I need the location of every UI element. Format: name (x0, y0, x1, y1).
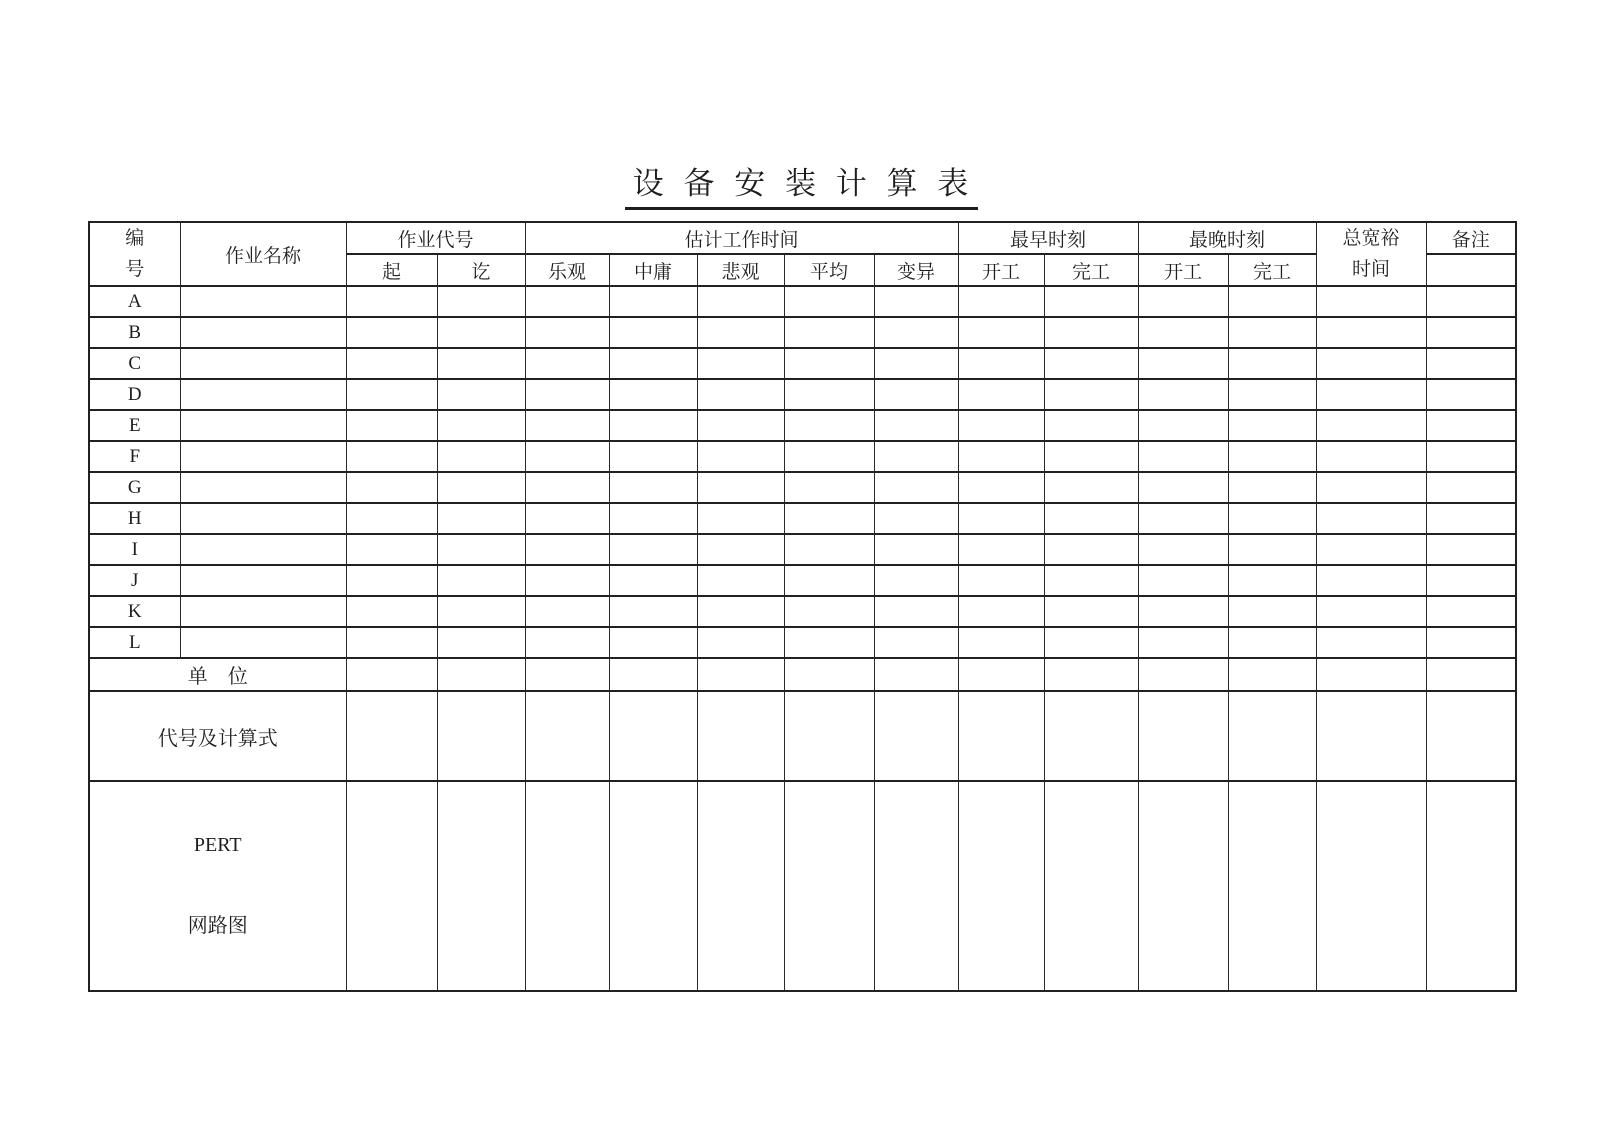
empty-cell (346, 596, 437, 627)
empty-cell (1044, 410, 1138, 441)
empty-cell (437, 658, 525, 691)
empty-cell (1228, 286, 1316, 317)
row-label: B (89, 317, 180, 348)
header-total-slack-line2: 时间 (1352, 259, 1391, 280)
empty-cell (1138, 441, 1228, 472)
table-row (89, 596, 1516, 627)
empty-cell (180, 472, 346, 503)
empty-cell (609, 534, 697, 565)
empty-cell (346, 627, 437, 658)
table-row (89, 472, 1516, 503)
row-label: A (89, 286, 180, 317)
empty-cell (1044, 534, 1138, 565)
empty-cell (1044, 691, 1138, 781)
empty-cell (346, 534, 437, 565)
empty-cell (437, 410, 525, 441)
empty-cell (609, 317, 697, 348)
empty-cell (180, 286, 346, 317)
row-label: G (89, 472, 180, 503)
empty-cell (1044, 472, 1138, 503)
empty-cell (958, 348, 1044, 379)
empty-cell (1044, 503, 1138, 534)
header-col-latest-start: 开工 (1138, 254, 1228, 286)
empty-cell (525, 410, 609, 441)
empty-cell (1228, 534, 1316, 565)
empty-cell (697, 441, 784, 472)
header-remarks-empty-cell (1426, 254, 1516, 286)
empty-cell (1228, 317, 1316, 348)
empty-cell (1316, 317, 1426, 348)
empty-cell (1316, 379, 1426, 410)
empty-cell (874, 379, 958, 410)
header-total-slack-line1: 总宽裕 (1342, 228, 1400, 249)
empty-cell (1426, 472, 1516, 503)
empty-cell (1426, 317, 1516, 348)
empty-cell (874, 627, 958, 658)
row-label: C (89, 348, 180, 379)
pert-network-row (89, 781, 1516, 991)
empty-cell (1426, 596, 1516, 627)
empty-cell (874, 565, 958, 596)
empty-cell (180, 317, 346, 348)
header-row-1 (89, 222, 1516, 254)
empty-cell (609, 691, 697, 781)
empty-cell (697, 691, 784, 781)
empty-cell (958, 472, 1044, 503)
empty-cell (1228, 691, 1316, 781)
empty-cell (609, 379, 697, 410)
empty-cell (1316, 658, 1426, 691)
empty-cell (1426, 658, 1516, 691)
empty-cell (525, 286, 609, 317)
empty-cell (1228, 441, 1316, 472)
empty-cell (180, 565, 346, 596)
empty-cell (1228, 410, 1316, 441)
empty-cell (609, 658, 697, 691)
document-title: 设 备 安 装 计 算 表 (625, 158, 979, 210)
header-group-estimated-work-time: 估计工作时间 (525, 222, 958, 254)
empty-cell (1138, 286, 1228, 317)
empty-cell (437, 596, 525, 627)
empty-cell (1316, 503, 1426, 534)
empty-cell (784, 534, 874, 565)
empty-cell (697, 627, 784, 658)
empty-cell (874, 472, 958, 503)
header-col-pessimistic: 悲观 (697, 254, 784, 286)
header-group-job-code: 作业代号 (346, 222, 525, 254)
row-label: F (89, 441, 180, 472)
empty-cell (958, 441, 1044, 472)
empty-cell (1138, 348, 1228, 379)
empty-cell (1316, 534, 1426, 565)
empty-cell (1138, 317, 1228, 348)
empty-cell (1426, 410, 1516, 441)
header-col-earliest-finish: 完工 (1044, 254, 1138, 286)
empty-cell (437, 534, 525, 565)
row-label: K (89, 596, 180, 627)
empty-cell (1138, 627, 1228, 658)
empty-cell (346, 658, 437, 691)
table-row (89, 503, 1516, 534)
empty-cell (525, 565, 609, 596)
empty-cell (784, 596, 874, 627)
header-col-code-end: 讫 (437, 254, 525, 286)
empty-cell (180, 348, 346, 379)
empty-cell (346, 286, 437, 317)
empty-cell (346, 410, 437, 441)
empty-cell (525, 379, 609, 410)
empty-cell (437, 379, 525, 410)
header-col-total-slack (1316, 222, 1426, 286)
empty-cell (958, 781, 1044, 991)
empty-cell (874, 348, 958, 379)
empty-cell (1228, 565, 1316, 596)
empty-cell (1228, 658, 1316, 691)
table-row (89, 379, 1516, 410)
table-row (89, 348, 1516, 379)
empty-cell (958, 379, 1044, 410)
empty-cell (784, 627, 874, 658)
empty-cell (437, 781, 525, 991)
header-col-latest-finish: 完工 (1228, 254, 1316, 286)
pert-label-line2: 网路图 (187, 915, 248, 937)
empty-cell (525, 691, 609, 781)
table-row (89, 410, 1516, 441)
empty-cell (437, 691, 525, 781)
title-container (88, 158, 1515, 210)
empty-cell (697, 410, 784, 441)
row-label: L (89, 627, 180, 658)
equipment-installation-calculation-table (88, 221, 1517, 992)
empty-cell (525, 781, 609, 991)
empty-cell (1316, 348, 1426, 379)
empty-cell (697, 781, 784, 991)
table-footer (89, 658, 1516, 991)
empty-cell (1138, 410, 1228, 441)
header-group-earliest-time: 最早时刻 (958, 222, 1138, 254)
empty-cell (958, 565, 1044, 596)
empty-cell (784, 286, 874, 317)
empty-cell (525, 348, 609, 379)
empty-cell (525, 472, 609, 503)
empty-cell (1316, 596, 1426, 627)
empty-cell (784, 781, 874, 991)
empty-cell (437, 286, 525, 317)
empty-cell (697, 348, 784, 379)
empty-cell (784, 691, 874, 781)
header-col-average: 平均 (784, 254, 874, 286)
empty-cell (874, 503, 958, 534)
empty-cell (958, 534, 1044, 565)
table-row (89, 627, 1516, 658)
empty-cell (346, 441, 437, 472)
empty-cell (697, 286, 784, 317)
header-col-variance: 变异 (874, 254, 958, 286)
empty-cell (874, 596, 958, 627)
empty-cell (609, 596, 697, 627)
empty-cell (1138, 565, 1228, 596)
empty-cell (525, 441, 609, 472)
empty-cell (1426, 627, 1516, 658)
empty-cell (437, 565, 525, 596)
unit-row (89, 658, 1516, 691)
row-label: I (89, 534, 180, 565)
empty-cell (180, 379, 346, 410)
empty-cell (1426, 441, 1516, 472)
empty-cell (609, 627, 697, 658)
empty-cell (180, 410, 346, 441)
row-label: H (89, 503, 180, 534)
header-col-moderate: 中庸 (609, 254, 697, 286)
empty-cell (1138, 379, 1228, 410)
empty-cell (1044, 596, 1138, 627)
empty-cell (958, 410, 1044, 441)
empty-cell (874, 534, 958, 565)
pert-network-label (89, 781, 346, 991)
empty-cell (1044, 658, 1138, 691)
header-col-earliest-start: 开工 (958, 254, 1044, 286)
empty-cell (180, 503, 346, 534)
empty-cell (1044, 565, 1138, 596)
empty-cell (437, 627, 525, 658)
empty-cell (609, 441, 697, 472)
pert-label-line1: PERT (193, 834, 242, 856)
empty-cell (1426, 503, 1516, 534)
table-row (89, 565, 1516, 596)
empty-cell (784, 472, 874, 503)
empty-cell (958, 286, 1044, 317)
header-col-job-name: 作业名称 (180, 222, 346, 286)
header-col-remarks: 备注 (1426, 222, 1516, 254)
empty-cell (1044, 286, 1138, 317)
empty-cell (784, 503, 874, 534)
empty-cell (346, 781, 437, 991)
empty-cell (437, 348, 525, 379)
empty-cell (1316, 286, 1426, 317)
empty-cell (525, 596, 609, 627)
empty-cell (525, 317, 609, 348)
empty-cell (1316, 781, 1426, 991)
table-row (89, 534, 1516, 565)
empty-cell (609, 410, 697, 441)
empty-cell (697, 658, 784, 691)
empty-cell (346, 472, 437, 503)
empty-cell (609, 472, 697, 503)
empty-cell (1316, 691, 1426, 781)
empty-cell (1228, 472, 1316, 503)
empty-cell (1426, 781, 1516, 991)
empty-cell (437, 317, 525, 348)
header-col-code-start: 起 (346, 254, 437, 286)
empty-cell (1228, 348, 1316, 379)
empty-cell (958, 596, 1044, 627)
empty-cell (784, 410, 874, 441)
empty-cell (874, 410, 958, 441)
empty-cell (874, 781, 958, 991)
unit-label: 单 位 (89, 658, 346, 691)
empty-cell (1138, 472, 1228, 503)
empty-cell (1426, 379, 1516, 410)
header-col-optimistic: 乐观 (525, 254, 609, 286)
empty-cell (697, 565, 784, 596)
empty-cell (697, 596, 784, 627)
empty-cell (525, 503, 609, 534)
empty-cell (1138, 691, 1228, 781)
empty-cell (346, 317, 437, 348)
empty-cell (609, 286, 697, 317)
row-label: J (89, 565, 180, 596)
empty-cell (1228, 627, 1316, 658)
empty-cell (874, 691, 958, 781)
empty-cell (874, 658, 958, 691)
empty-cell (697, 317, 784, 348)
empty-cell (784, 565, 874, 596)
empty-cell (1426, 534, 1516, 565)
empty-cell (874, 441, 958, 472)
empty-cell (180, 596, 346, 627)
empty-cell (784, 441, 874, 472)
empty-cell (1138, 781, 1228, 991)
empty-cell (1228, 379, 1316, 410)
empty-cell (874, 317, 958, 348)
empty-cell (784, 379, 874, 410)
empty-cell (784, 317, 874, 348)
table-header (89, 222, 1516, 286)
empty-cell (1426, 286, 1516, 317)
empty-cell (1228, 503, 1316, 534)
table-row (89, 317, 1516, 348)
empty-cell (784, 658, 874, 691)
row-label: D (89, 379, 180, 410)
empty-cell (1044, 348, 1138, 379)
table-row (89, 286, 1516, 317)
empty-cell (874, 286, 958, 317)
empty-cell (525, 658, 609, 691)
empty-cell (958, 658, 1044, 691)
empty-cell (1044, 317, 1138, 348)
empty-cell (1426, 348, 1516, 379)
empty-cell (609, 781, 697, 991)
empty-cell (1316, 441, 1426, 472)
empty-cell (1044, 379, 1138, 410)
empty-cell (1316, 627, 1426, 658)
empty-cell (697, 379, 784, 410)
empty-cell (1228, 596, 1316, 627)
empty-cell (609, 348, 697, 379)
empty-cell (784, 348, 874, 379)
empty-cell (346, 348, 437, 379)
empty-cell (525, 534, 609, 565)
empty-cell (1426, 691, 1516, 781)
empty-cell (1228, 781, 1316, 991)
empty-cell (180, 441, 346, 472)
empty-cell (1044, 781, 1138, 991)
empty-cell (609, 503, 697, 534)
empty-cell (180, 627, 346, 658)
empty-cell (1138, 534, 1228, 565)
empty-cell (697, 534, 784, 565)
empty-cell (1426, 565, 1516, 596)
header-group-latest-time: 最晚时刻 (1138, 222, 1316, 254)
code-and-formula-row (89, 691, 1516, 781)
empty-cell (609, 565, 697, 596)
empty-cell (346, 565, 437, 596)
code-and-formula-label: 代号及计算式 (89, 691, 346, 781)
header-number-line1: 编 (125, 228, 145, 249)
empty-cell (180, 534, 346, 565)
empty-cell (346, 379, 437, 410)
table-row (89, 441, 1516, 472)
empty-cell (958, 317, 1044, 348)
empty-cell (1138, 658, 1228, 691)
empty-cell (437, 503, 525, 534)
empty-cell (1316, 472, 1426, 503)
empty-cell (958, 503, 1044, 534)
empty-cell (346, 503, 437, 534)
empty-cell (437, 441, 525, 472)
empty-cell (1316, 565, 1426, 596)
empty-cell (958, 627, 1044, 658)
empty-cell (1044, 627, 1138, 658)
empty-cell (525, 627, 609, 658)
empty-cell (1044, 441, 1138, 472)
empty-cell (697, 503, 784, 534)
row-label: E (89, 410, 180, 441)
empty-cell (346, 691, 437, 781)
empty-cell (1138, 503, 1228, 534)
empty-cell (1316, 410, 1426, 441)
empty-cell (1138, 596, 1228, 627)
empty-cell (697, 472, 784, 503)
header-col-number (89, 222, 180, 286)
empty-cell (437, 472, 525, 503)
table-body (89, 286, 1516, 658)
empty-cell (958, 691, 1044, 781)
header-number-line2: 号 (125, 259, 145, 280)
